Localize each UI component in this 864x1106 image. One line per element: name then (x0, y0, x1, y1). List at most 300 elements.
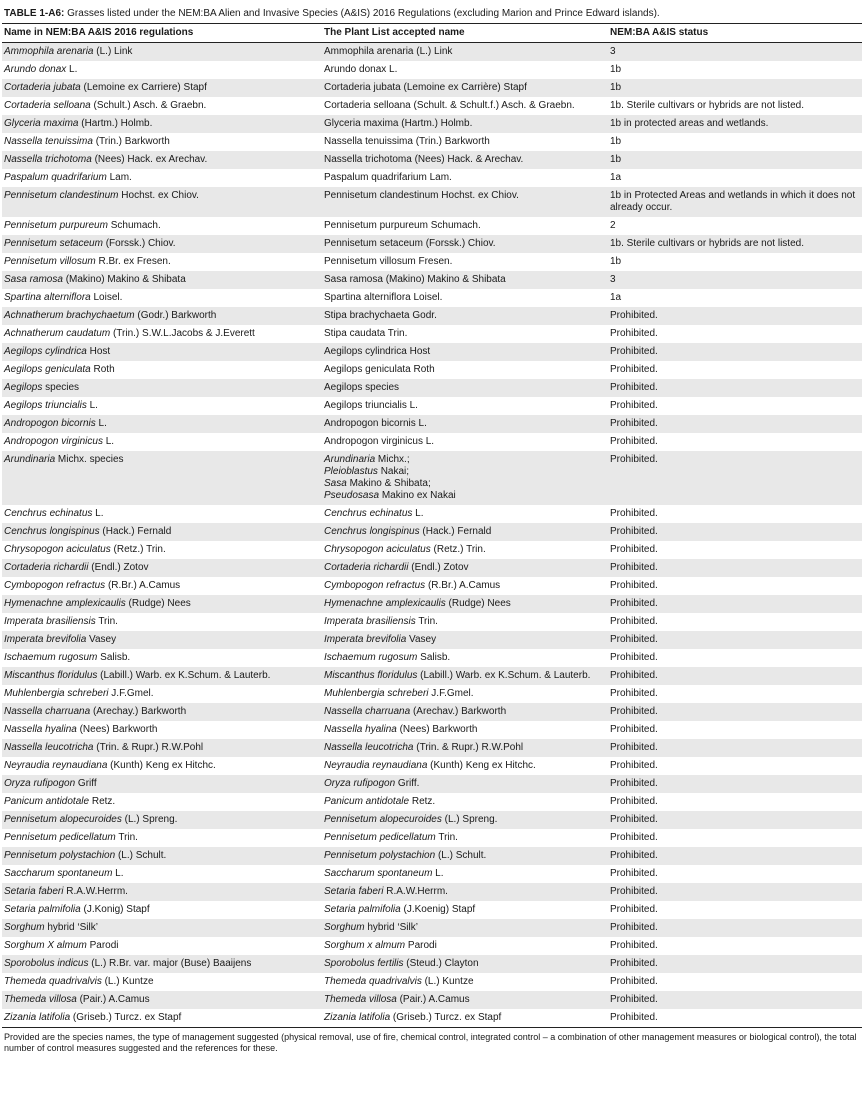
accepted-name-line (324, 328, 606, 340)
accepted-name-cell (322, 811, 608, 829)
table-row (2, 829, 862, 847)
taxon-name: Aegilops geniculata (4, 364, 91, 375)
accepted-name-cell (322, 397, 608, 415)
accepted-taxon-text: Glyceria maxima (Hartm.) Holmb. (324, 118, 473, 129)
accepted-taxon-name: Sasa (324, 478, 347, 489)
accepted-taxon-text: Michx.; (375, 454, 410, 465)
accepted-name-cell (322, 883, 608, 901)
taxon-authority: (J.Konig) Stapf (80, 904, 150, 915)
accepted-name-line (324, 382, 606, 394)
status-cell: Prohibited. (610, 400, 658, 411)
accepted-taxon-text: (Retz.) Trin. (430, 544, 486, 555)
table-row (2, 307, 862, 325)
taxon-name: Arundo donax (4, 64, 67, 75)
taxon-authority: species (42, 382, 80, 393)
taxon-name: Nassella leucotricha (4, 742, 94, 753)
table-row (2, 1009, 862, 1028)
status-cell: Prohibited. (610, 562, 658, 573)
accepted-taxon-name: Setaria palmifolia (324, 904, 401, 915)
taxon-name: Cortaderia jubata (4, 82, 81, 93)
table-row (2, 79, 862, 97)
accepted-name-cell (322, 937, 608, 955)
table-row (2, 151, 862, 169)
column-header-status: NEM:BA A&IS status (608, 24, 862, 43)
table-row (2, 271, 862, 289)
accepted-taxon-text: Griff. (395, 778, 420, 789)
table-label: TABLE 1-A6: (4, 8, 65, 19)
accepted-taxon-text: Makino ex Nakai (379, 490, 456, 501)
status-cell: Prohibited. (610, 904, 658, 915)
table-row (2, 133, 862, 151)
accepted-name-line (324, 994, 606, 1006)
taxon-name: Sorghum X almum (4, 940, 87, 951)
accepted-name-line (324, 886, 606, 898)
taxon-name: Pennisetum clandestinum (4, 190, 119, 201)
taxon-name: Imperata brevifolia (4, 634, 87, 645)
status-cell: Prohibited. (610, 976, 658, 987)
accepted-name-line (324, 220, 606, 232)
accepted-name-line (324, 580, 606, 592)
taxon-name: Nassella charruana (4, 706, 91, 717)
nemba-name-cell (2, 541, 322, 559)
nemba-name-cell (2, 847, 322, 865)
nemba-name-cell (2, 703, 322, 721)
status-cell: Prohibited. (610, 868, 658, 879)
accepted-name-line (324, 64, 606, 76)
taxon-name: Nassella tenuissima (4, 136, 93, 147)
accepted-taxon-text: Pennisetum setaceum (Forssk.) Chiov. (324, 238, 496, 249)
nemba-name-cell (2, 169, 322, 187)
taxon-authority: R.Br. ex Fresen. (95, 256, 171, 267)
taxon-authority: (L.) Kuntze (101, 976, 154, 987)
taxon-name: Glyceria maxima (4, 118, 79, 129)
nemba-name-cell (2, 919, 322, 937)
accepted-name-line (324, 778, 606, 790)
accepted-taxon-text: Sasa ramosa (Makino) Makino & Shibata (324, 274, 506, 285)
status-cell: Prohibited. (610, 940, 658, 951)
accepted-taxon-text: Retz. (409, 796, 436, 807)
accepted-taxon-text: (R.Br.) A.Camus (425, 580, 501, 591)
status-cell: Prohibited. (610, 634, 658, 645)
accepted-name-cell (322, 955, 608, 973)
accepted-taxon-text: Trin. (415, 616, 438, 627)
accepted-taxon-name: Ischaemum rugosum (324, 652, 418, 663)
taxon-name: Nassella trichotoma (4, 154, 92, 165)
table-row (2, 61, 862, 79)
accepted-name-cell (322, 43, 608, 62)
accepted-taxon-name: Imperata brasiliensis (324, 616, 416, 627)
nemba-name-cell (2, 271, 322, 289)
nemba-name-cell (2, 433, 322, 451)
taxon-authority: (Trin.) Barkworth (92, 136, 170, 147)
status-cell: Prohibited. (610, 382, 658, 393)
nemba-name-cell (2, 865, 322, 883)
table-row (2, 901, 862, 919)
accepted-name-cell (322, 793, 608, 811)
accepted-taxon-text: Nassella trichotoma (Nees) Hack. & Arechav. (324, 154, 524, 165)
table-row (2, 667, 862, 685)
nemba-name-cell (2, 379, 322, 397)
accepted-name-cell (322, 721, 608, 739)
accepted-name-line (324, 418, 606, 430)
nemba-name-cell (2, 217, 322, 235)
accepted-name-line (324, 274, 606, 286)
status-cell: 1b (610, 82, 622, 93)
accepted-name-line (324, 544, 606, 556)
accepted-taxon-name: Cenchrus longispinus (324, 526, 420, 537)
status-cell: Prohibited. (610, 328, 658, 339)
accepted-name-line (324, 46, 606, 58)
accepted-taxon-name: Pennisetum alopecuroides (324, 814, 442, 825)
table-caption (2, 0, 862, 23)
accepted-taxon-text: Aegilops species (324, 382, 400, 393)
taxon-name: Zizania latifolia (4, 1012, 71, 1023)
status-cell: 1b (610, 64, 622, 75)
accepted-name-cell (322, 667, 608, 685)
accepted-name-cell (322, 973, 608, 991)
taxon-authority: (Trin. & Rupr.) R.W.Pohl (93, 742, 204, 753)
column-header-nemba-name: Name in NEM:BA A&IS 2016 regulations (2, 24, 322, 43)
accepted-name-cell (322, 829, 608, 847)
taxon-authority: (L.) Schult. (115, 850, 167, 861)
accepted-name-cell (322, 847, 608, 865)
taxon-name: Cortaderia selloana (4, 100, 91, 111)
accepted-name-line (324, 760, 606, 772)
taxon-name: Themeda villosa (4, 994, 77, 1005)
status-cell: Prohibited. (610, 724, 658, 735)
status-cell: 2 (610, 220, 616, 231)
status-cell: Prohibited. (610, 706, 658, 717)
status-cell: Prohibited. (610, 922, 658, 933)
accepted-taxon-name: Pleioblastus (324, 466, 378, 477)
accepted-name-line (324, 292, 606, 304)
accepted-name-line (324, 706, 606, 718)
taxon-name: Ischaemum rugosum (4, 652, 98, 663)
accepted-name-line (324, 172, 606, 184)
table-row (2, 973, 862, 991)
nemba-name-cell (2, 61, 322, 79)
table-row (2, 97, 862, 115)
taxon-name: Panicum antidotale (4, 796, 90, 807)
accepted-name-cell (322, 991, 608, 1009)
table-row (2, 169, 862, 187)
accepted-name-line (324, 832, 606, 844)
status-cell: Prohibited. (610, 814, 658, 825)
table-body (2, 43, 862, 1028)
taxon-authority: Lam. (106, 172, 132, 183)
accepted-name-cell (322, 187, 608, 217)
accepted-name-cell (322, 685, 608, 703)
taxon-name: Cymbopogon refractus (4, 580, 106, 591)
taxon-name: Ammophila arenaria (4, 46, 94, 57)
taxon-authority: Retz. (89, 796, 116, 807)
taxon-authority: (Kunth) Keng ex Hitchc. (107, 760, 216, 771)
accepted-name-line (324, 508, 606, 520)
accepted-name-line (324, 562, 606, 574)
status-cell: Prohibited. (610, 652, 658, 663)
accepted-taxon-text: Stipa brachychaeta Godr. (324, 310, 437, 321)
accepted-taxon-name: Muhlenbergia schreberi (324, 688, 429, 699)
accepted-taxon-text: Nassella tenuissima (Trin.) Barkworth (324, 136, 490, 147)
nemba-name-cell (2, 595, 322, 613)
status-cell: 1b in protected areas and wetlands. (610, 118, 769, 129)
accepted-name-line (324, 310, 606, 322)
accepted-name-cell (322, 631, 608, 649)
status-cell: 1b in Protected Areas and wetlands in which it does not already occur. (610, 190, 856, 213)
nemba-name-cell (2, 739, 322, 757)
accepted-taxon-name: Miscanthus floridulus (324, 670, 418, 681)
accepted-name-line (324, 436, 606, 448)
status-cell: Prohibited. (610, 310, 658, 321)
accepted-taxon-text: (Nees) Barkworth (396, 724, 478, 735)
taxon-authority: (Lemoine ex Carriere) Stapf (80, 82, 207, 93)
accepted-taxon-text: Cortaderia jubata (Lemoine ex Carrière) Stapf (324, 82, 527, 93)
table-row (2, 883, 862, 901)
accepted-taxon-text: L. (432, 868, 444, 879)
nemba-name-cell (2, 415, 322, 433)
accepted-taxon-text: Vasey (406, 634, 437, 645)
grasses-table (2, 23, 862, 1028)
nemba-name-cell (2, 361, 322, 379)
nemba-name-cell (2, 631, 322, 649)
status-cell: Prohibited. (610, 526, 658, 537)
status-cell: 1a (610, 172, 622, 183)
taxon-authority: (Endl.) Zotov (88, 562, 149, 573)
accepted-name-cell (322, 361, 608, 379)
table-row (2, 361, 862, 379)
accepted-taxon-text: (Endl.) Zotov (408, 562, 469, 573)
taxon-authority: Roth (90, 364, 115, 375)
taxon-authority: (Schult.) Asch. & Graebn. (90, 100, 207, 111)
status-cell: Prohibited. (610, 760, 658, 771)
nemba-name-cell (2, 721, 322, 739)
table-row (2, 577, 862, 595)
accepted-taxon-text: Nakai; (377, 466, 410, 477)
accepted-taxon-text: Pennisetum clandestinum Hochst. ex Chiov. (324, 190, 519, 201)
accepted-name-line (324, 724, 606, 736)
table-row (2, 847, 862, 865)
nemba-name-cell (2, 757, 322, 775)
taxon-authority: (Makino) Makino & Shibata (62, 274, 186, 285)
accepted-name-cell (322, 559, 608, 577)
accepted-name-cell (322, 271, 608, 289)
table-row (2, 451, 862, 505)
table-row (2, 721, 862, 739)
accepted-name-line (324, 526, 606, 538)
taxon-authority: L. (102, 436, 115, 447)
table-row (2, 991, 862, 1009)
accepted-name-cell (322, 865, 608, 883)
taxon-name: Cortaderia richardii (4, 562, 89, 573)
taxon-authority: Michx. species (55, 454, 124, 465)
accepted-taxon-name: Nassella hyalina (324, 724, 397, 735)
nemba-name-cell (2, 685, 322, 703)
taxon-authority: Trin. (115, 832, 138, 843)
taxon-name: Pennisetum pedicellatum (4, 832, 116, 843)
accepted-taxon-text: (Pair.) A.Camus (396, 994, 470, 1005)
column-header-accepted-name: The Plant List accepted name (322, 24, 608, 43)
table-row (2, 397, 862, 415)
accepted-name-cell (322, 1009, 608, 1028)
accepted-name-line (324, 670, 606, 682)
nemba-name-cell (2, 253, 322, 271)
taxon-authority: (Hack.) Fernald (99, 526, 172, 537)
accepted-name-cell (322, 433, 608, 451)
status-cell: 1b (610, 154, 622, 165)
accepted-name-line (324, 814, 606, 826)
taxon-name: Paspalum quadrifarium (4, 172, 107, 183)
accepted-taxon-text: Arundo donax L. (324, 64, 398, 75)
status-cell: 1b. Sterile cultivars or hybrids are not listed. (610, 238, 804, 249)
taxon-name: Hymenachne amplexicaulis (4, 598, 126, 609)
nemba-name-cell (2, 901, 322, 919)
taxon-authority: (Hartm.) Holmb. (78, 118, 153, 129)
taxon-authority: L. (92, 508, 104, 519)
accepted-name-cell (322, 379, 608, 397)
accepted-taxon-name: Imperata brevifolia (324, 634, 407, 645)
accepted-taxon-text: hybrid ‘Silk’ (364, 922, 418, 933)
accepted-taxon-text: (L.) Spreng. (441, 814, 498, 825)
status-cell: 1b (610, 136, 622, 147)
accepted-taxon-name: Pennisetum pedicellatum (324, 832, 436, 843)
table-row (2, 739, 862, 757)
status-cell: Prohibited. (610, 364, 658, 375)
nemba-name-cell (2, 523, 322, 541)
taxon-name: Cenchrus longispinus (4, 526, 100, 537)
taxon-name: Pennisetum setaceum (4, 238, 103, 249)
accepted-name-cell (322, 919, 608, 937)
accepted-taxon-name: Nassella charruana (324, 706, 411, 717)
accepted-name-cell (322, 901, 608, 919)
table-row (2, 523, 862, 541)
taxon-name: Andropogon virginicus (4, 436, 103, 447)
accepted-taxon-name: Cymbopogon refractus (324, 580, 426, 591)
accepted-name-cell (322, 505, 608, 523)
accepted-name-cell (322, 235, 608, 253)
taxon-name: Pennisetum alopecuroides (4, 814, 122, 825)
accepted-name-cell (322, 613, 608, 631)
taxon-name: Pennisetum villosum (4, 256, 96, 267)
accepted-taxon-text: Andropogon virginicus L. (324, 436, 435, 447)
status-cell: Prohibited. (610, 544, 658, 555)
nemba-name-cell (2, 1009, 322, 1028)
status-cell: 1b. Sterile cultivars or hybrids are not listed. (610, 100, 804, 111)
taxon-authority: (L.) Spreng. (121, 814, 178, 825)
accepted-name-cell (322, 307, 608, 325)
table-row (2, 559, 862, 577)
taxon-authority: (Forssk.) Chiov. (102, 238, 176, 249)
accepted-taxon-name: Pennisetum polystachion (324, 850, 436, 861)
accepted-taxon-text: L. (412, 508, 424, 519)
accepted-taxon-name: Oryza rufipogon (324, 778, 396, 789)
accepted-taxon-text: (L.) Schult. (435, 850, 487, 861)
accepted-name-cell (322, 151, 608, 169)
table-row (2, 379, 862, 397)
taxon-name: Arundinaria (4, 454, 56, 465)
accepted-name-line (324, 976, 606, 988)
nemba-name-cell (2, 289, 322, 307)
taxon-authority: hybrid ‘Silk’ (44, 922, 98, 933)
accepted-taxon-text: (L.) Kuntze (421, 976, 474, 987)
status-cell: Prohibited. (610, 994, 658, 1005)
accepted-name-cell (322, 523, 608, 541)
taxon-name: Aegilops triuncialis (4, 400, 87, 411)
taxon-authority: (R.Br.) A.Camus (105, 580, 181, 591)
accepted-taxon-name: Nassella leucotricha (324, 742, 414, 753)
taxon-name: Oryza rufipogon (4, 778, 76, 789)
taxon-name: Themeda quadrivalvis (4, 976, 102, 987)
status-cell: Prohibited. (610, 616, 658, 627)
accepted-taxon-name: Saccharum spontaneum (324, 868, 433, 879)
taxon-authority: Griff (75, 778, 97, 789)
nemba-name-cell (2, 451, 322, 505)
taxon-authority: (Labill.) Warb. ex K.Schum. & Lauterb. (97, 670, 271, 681)
nemba-name-cell (2, 97, 322, 115)
status-cell: 1b (610, 256, 622, 267)
accepted-name-line (324, 154, 606, 166)
accepted-name-cell (322, 133, 608, 151)
accepted-taxon-text: Makino & Shibata; (346, 478, 431, 489)
status-cell: Prohibited. (610, 454, 658, 465)
status-cell: 3 (610, 274, 616, 285)
status-cell: Prohibited. (610, 688, 658, 699)
nemba-name-cell (2, 559, 322, 577)
accepted-name-line (324, 688, 606, 700)
accepted-taxon-name: Panicum antidotale (324, 796, 410, 807)
accepted-name-cell (322, 79, 608, 97)
table-row (2, 595, 862, 613)
taxon-authority: Host (86, 346, 111, 357)
accepted-taxon-text: (Trin. & Rupr.) R.W.Pohl (413, 742, 524, 753)
nemba-name-cell (2, 505, 322, 523)
accepted-name-line (324, 850, 606, 862)
accepted-name-cell (322, 97, 608, 115)
table-row (2, 415, 862, 433)
accepted-taxon-name: Sporobolus fertilis (324, 958, 404, 969)
taxon-authority: Trin. (95, 616, 118, 627)
accepted-taxon-name: Chrysopogon aciculatus (324, 544, 431, 555)
accepted-name-line (324, 904, 606, 916)
nemba-name-cell (2, 649, 322, 667)
accepted-name-cell (322, 451, 608, 505)
table-row (2, 919, 862, 937)
accepted-taxon-text: (Hack.) Fernald (419, 526, 492, 537)
accepted-taxon-name: Sorghum (324, 922, 365, 933)
status-cell: Prohibited. (610, 832, 658, 843)
accepted-name-line (324, 940, 606, 952)
taxon-name: Sasa ramosa (4, 274, 63, 285)
table-row (2, 955, 862, 973)
taxon-name: Setaria palmifolia (4, 904, 81, 915)
taxon-authority: Vasey (86, 634, 117, 645)
accepted-name-line (324, 454, 606, 466)
accepted-name-line (324, 400, 606, 412)
accepted-taxon-text: (Rudge) Nees (445, 598, 511, 609)
accepted-name-line (324, 598, 606, 610)
taxon-authority: (Pair.) A.Camus (76, 994, 150, 1005)
taxon-authority: (L.) Link (93, 46, 133, 57)
nemba-name-cell (2, 79, 322, 97)
accepted-taxon-text: Pennisetum purpureum Schumach. (324, 220, 481, 231)
taxon-authority: (L.) R.Br. var. major (Buse) Baaijens (88, 958, 252, 969)
accepted-name-line (324, 118, 606, 130)
table-row (2, 217, 862, 235)
taxon-name: Chrysopogon aciculatus (4, 544, 111, 555)
accepted-taxon-text: Aegilops cylindrica Host (324, 346, 431, 357)
status-cell: Prohibited. (610, 418, 658, 429)
table-header-row (2, 24, 862, 43)
taxon-name: Achnatherum caudatum (4, 328, 111, 339)
